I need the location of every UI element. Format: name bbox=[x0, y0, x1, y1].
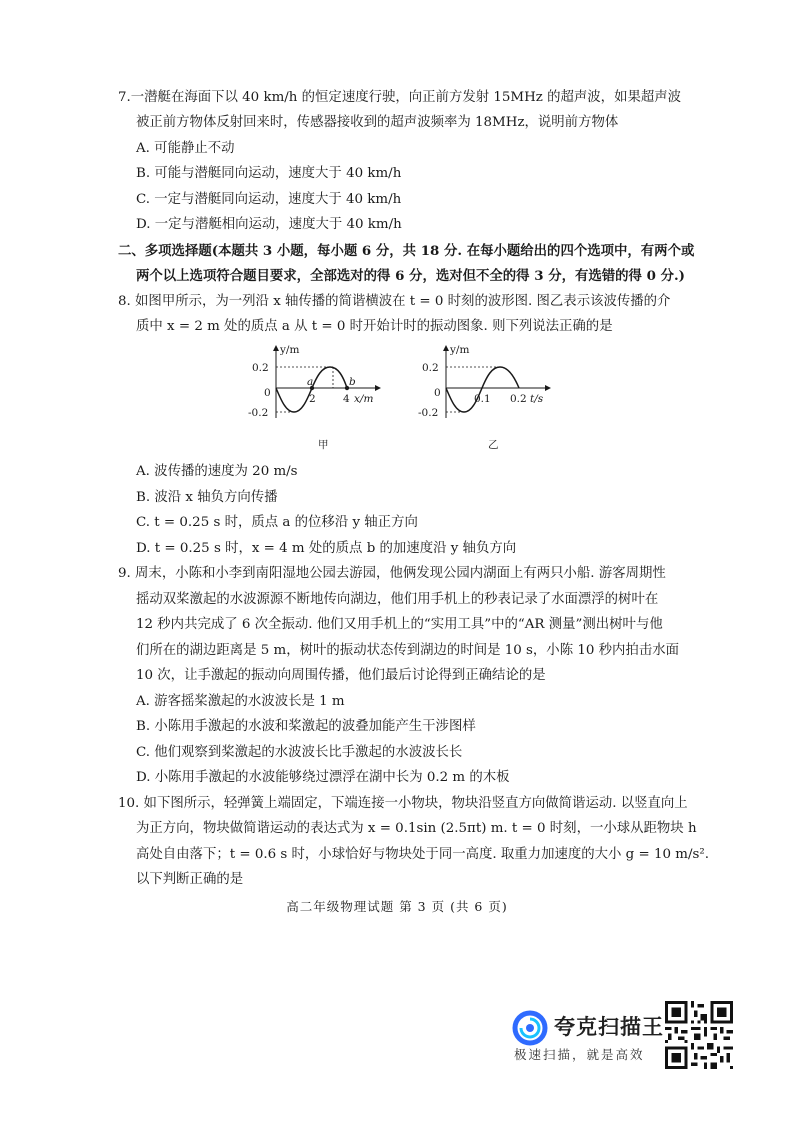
yi-y-tick-zero: 0 bbox=[434, 387, 441, 399]
q7-option-c: C. 一定与潜艇同向运动，速度大于 40 km/h bbox=[136, 192, 402, 207]
jia-x-tick-2: 2 bbox=[309, 393, 316, 405]
q8-option-c: C. t = 0.25 s 时，质点 a 的位移沿 y 轴正方向 bbox=[136, 515, 418, 530]
q8-stem-line1: 8. 如图甲所示，为一列沿 x 轴传播的简谐横波在 t = 0 时刻的波形图. 图乙表示该波传播的介 bbox=[118, 294, 671, 309]
jia-caption: 甲 bbox=[318, 439, 329, 451]
q10-stem-line1: 10. 如下图所示，轻弹簧上端固定，下端连接一小物块，物块沿竖直方向做简谐运动. 以竖直向上 bbox=[118, 796, 688, 811]
q7-stem-line1: 7.一潜艇在海面下以 40 km/h 的恒定速度行驶，向正前方发射 15MHz 的超声波，如果超声波 bbox=[118, 90, 682, 105]
jia-label-b: b bbox=[349, 376, 356, 388]
figure-yi-vibration-graph bbox=[410, 340, 580, 458]
q8-option-d: D. t = 0.25 s 时，x = 4 m 处的质点 b 的加速度沿 y 轴负方向 bbox=[136, 541, 517, 556]
q8-stem-line2: 质中 x = 2 m 处的质点 a 从 t = 0 时开始计时的振动图象. 则下列说法正确的是 bbox=[136, 319, 613, 334]
figure-jia-wave-graph bbox=[240, 340, 410, 458]
section2-heading-line1: 二、多项选择题(本题共 3 小题，每小题 6 分，共 18 分. 在每小题给出的四个选项中，有两个或 bbox=[118, 243, 695, 259]
jia-y-tick-bottom: -0.2 bbox=[248, 407, 269, 419]
q10-stem-line3: 高处自由落下；t = 0.6 s 时，小球恰好与物块处于同一高度. 取重力加速度的大小 g = 10 m/s². bbox=[136, 847, 709, 862]
q7-option-b: B. 可能与潜艇同向运动，速度大于 40 km/h bbox=[136, 166, 402, 181]
q9-option-c: C. 他们观察到桨激起的水波波长比手激起的水波波长长 bbox=[136, 745, 463, 760]
q10-stem-line2: 为正方向，物块做简谐运动的表达式为 x = 0.1sin (2.5πt) m. t = 0 时刻，一小球从距物块 h bbox=[136, 821, 697, 836]
yi-y-label: y/m bbox=[450, 344, 470, 356]
scanner-slogan: 极速扫描，就是高效 bbox=[514, 1047, 645, 1062]
jia-y-tick-zero: 0 bbox=[264, 387, 271, 399]
q7-option-a: A. 可能静止不动 bbox=[136, 141, 235, 156]
q9-stem-line4: 们所在的湖边距离是 5 m，树叶的振动状态传到湖边的时间是 10 s，小陈 10 秒内拍击水面 bbox=[136, 643, 679, 658]
yi-waveform bbox=[446, 367, 519, 412]
q10-stem-line4: 以下判断正确的是 bbox=[136, 872, 244, 887]
q8-option-a: A. 波传播的速度为 20 m/s bbox=[136, 464, 298, 479]
yi-t-label: t/s bbox=[530, 393, 544, 405]
q9-stem-line1: 9. 周末，小陈和小李到南阳湿地公园去游园，他俩发现公园内湖面上有两只小船. 游客周期性 bbox=[118, 566, 666, 581]
q9-option-d: D. 小陈用手激起的水波能够绕过漂浮在湖中长为 0.2 m 的木板 bbox=[136, 770, 510, 785]
jia-label-a: a bbox=[307, 376, 314, 388]
scanner-logo-icon bbox=[512, 1010, 548, 1046]
q9-option-a: A. 游客摇桨激起的水波波长是 1 m bbox=[136, 694, 345, 709]
yi-t-tick-0-2: 0.2 bbox=[510, 393, 527, 405]
yi-caption: 乙 bbox=[488, 439, 499, 451]
q9-stem-line5: 10 次，让手激起的振动向周围传播，他们最后讨论得到正确结论的是 bbox=[136, 668, 546, 683]
section2-heading-line2: 两个以上选项符合题目要求，全部选对的得 6 分，选对但不全的得 3 分，有选错的得 0 分.) bbox=[136, 268, 685, 284]
qr-code-icon bbox=[665, 1001, 733, 1069]
page-footer: 高二年级物理试题 第 3 页 (共 6 页) bbox=[286, 899, 508, 914]
q9-stem-line2: 摇动双桨激起的水波源源不断地传向湖边，他们用手机上的秒表记录了水面漂浮的树叶在 bbox=[136, 592, 659, 607]
q7-option-d: D. 一定与潜艇相向运动，速度大于 40 km/h bbox=[136, 217, 402, 232]
jia-y-tick-top: 0.2 bbox=[252, 362, 269, 374]
yi-y-tick-top: 0.2 bbox=[422, 362, 439, 374]
jia-x-tick-4: 4 bbox=[343, 393, 350, 405]
q9-stem-line3: 12 秒内共完成了 6 次全振动. 他们又用手机上的“实用工具”中的“AR 测量”测出树叶与他 bbox=[136, 617, 663, 632]
jia-y-label: y/m bbox=[280, 344, 300, 356]
q7-stem-line2: 被正前方物体反射回来时，传感器接收到的超声波频率为 18MHz，说明前方物体 bbox=[136, 115, 619, 130]
q9-option-b: B. 小陈用手激起的水波和桨激起的波叠加能产生干涉图样 bbox=[136, 719, 476, 734]
jia-x-label: x/m bbox=[354, 393, 374, 405]
scanner-brand-name: 夸克扫描王 bbox=[554, 1015, 664, 1039]
yi-y-tick-bottom: -0.2 bbox=[418, 407, 439, 419]
yi-t-tick-0-1: 0.1 bbox=[474, 393, 491, 405]
q8-option-b: B. 波沿 x 轴负方向传播 bbox=[136, 490, 278, 505]
